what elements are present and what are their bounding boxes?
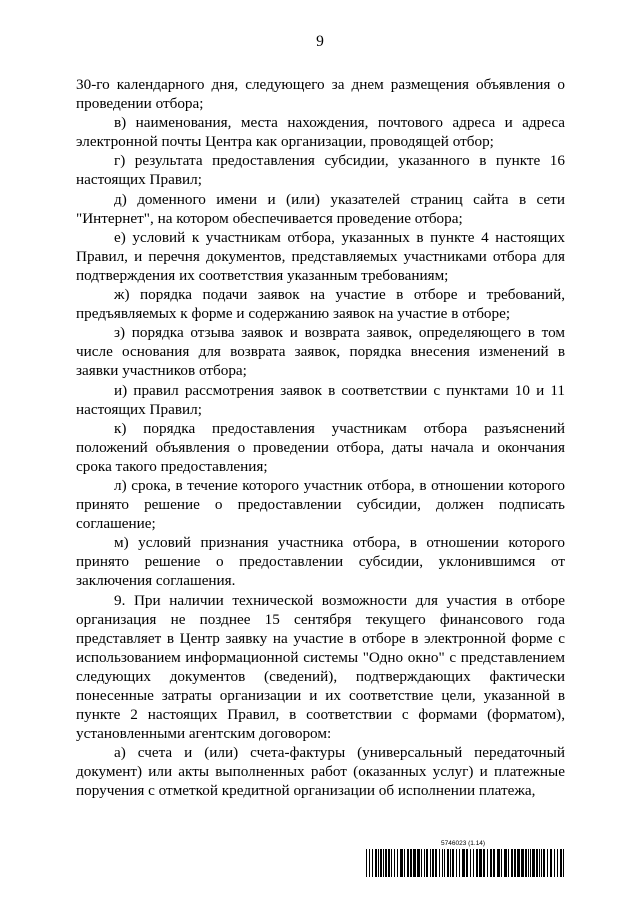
paragraph: к) порядка предоставления участникам отбора разъяснений положений объявления о проведении отбора, даты начала и окончания срока такого предоставления;: [76, 419, 565, 475]
paragraph: е) условий к участникам отбора, указанных в пункте 4 настоящих Правил, и перечня документов, представляемых участниками отбора для подтверждения их соответствия указанным требованиям;: [76, 228, 565, 284]
body-text: [76, 75, 565, 801]
paragraph: д) доменного имени и (или) указателей страниц сайта в сети "Интернет", на котором обеспечивается проведение отбора;: [76, 190, 565, 227]
page-number: 9: [316, 33, 324, 50]
paragraph: м) условий признания участника отбора, в отношении которого принято решение о предоставлении субсидии, уклонившимся от заключения соглашения.: [76, 534, 565, 590]
barcode-icon: [366, 849, 564, 877]
paragraph: и) правил рассмотрения заявок в соответствии с пунктами 10 и 11 настоящих Правил;: [76, 381, 565, 418]
paragraph: з) порядка отзыва заявок и возврата заявок, определяющего в том числе основания для возврата заявок, порядка внесения изменений в заявки участников отбора;: [76, 324, 565, 380]
paragraph: в) наименования, места нахождения, почтового адреса и адреса электронной почты Центра как организации, проводящей отбор;: [76, 114, 565, 151]
paragraph: а) счета и (или) счета-фактуры (универсальный передаточный документ) или акты выполненных работ (оказанных услуг) и платежные поручения с отметкой кредитной организации об исполнении платежа,: [76, 744, 565, 800]
barcode-label: 5746023 (1.14): [441, 840, 486, 847]
paragraph: 30-го календарного дня, следующего за днем размещения объявления о проведении отбора;: [76, 76, 565, 113]
paragraph: л) срока, в течение которого участник отбора, в отношении которого принято решение о предоставлении субсидии, должен подписать соглашение;: [76, 476, 565, 533]
paragraph: г) результата предоставления субсидии, указанного в пункте 16 настоящих Правил;: [76, 152, 565, 189]
paragraph: 9. При наличии технической возможности для участия в отборе организация не позднее 15 сентября текущего финансового года представляет в Центр заявку на участие в отборе в электронной форме с использованием информационной системы "Одно окно" с представлением следующих документов (сведений), подтверждающих фактически понесенные затраты организации и их соответствие цели, указанной в пункте 2 настоящих Правил, в соответствии с формами (форматом), установленными агентским договором:: [76, 591, 565, 743]
paragraph: ж) порядка подачи заявок на участие в отборе и требований, предъявляемых к форме и содержанию заявок на участие в отборе;: [76, 286, 565, 323]
